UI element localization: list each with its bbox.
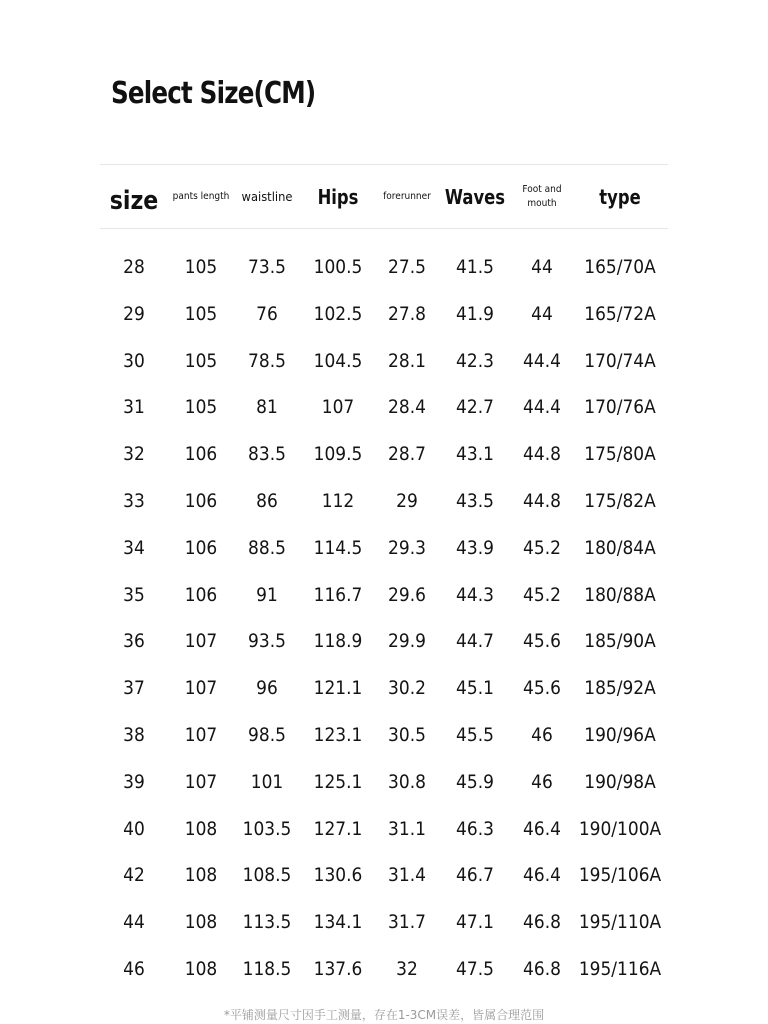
table-row: [100, 665, 668, 712]
cell-forerunner: 29: [396, 491, 418, 512]
cell-size: 29: [123, 303, 145, 325]
table-row: [100, 852, 668, 899]
cell-pants-length: 107: [184, 725, 218, 746]
header-waistline: waistline: [241, 189, 293, 204]
cell-hips: 118.9: [313, 631, 363, 653]
cell-foot-and-mouth: 45.2: [523, 537, 561, 559]
cell-waistline: 86: [256, 491, 278, 512]
cell-pants-length: 108: [184, 912, 218, 934]
cell-pants-length: 108: [184, 865, 218, 887]
cell-foot-and-mouth: 44.8: [523, 491, 561, 512]
cell-hips: 130.6: [313, 865, 363, 887]
cell-hips: 104.5: [313, 350, 363, 372]
table-row: [100, 478, 668, 525]
cell-waves: 42.3: [456, 350, 494, 372]
cell-hips: 123.1: [313, 725, 363, 746]
cell-waistline: 101: [250, 771, 284, 793]
cell-waistline: 118.5: [242, 959, 292, 980]
header-waves: Waves: [444, 184, 506, 209]
cell-waistline: 96: [256, 678, 278, 700]
table-row: [100, 384, 668, 431]
cell-hips: 112: [321, 491, 355, 512]
cell-size: 31: [123, 397, 145, 419]
cell-hips: 137.6: [313, 959, 363, 980]
cell-waistline: 78.5: [248, 350, 286, 372]
cell-waistline: 88.5: [248, 537, 286, 559]
cell-size: 32: [123, 444, 145, 466]
cell-pants-length: 106: [184, 537, 218, 559]
table-row: [100, 806, 668, 853]
cell-type: 190/96A: [584, 725, 656, 746]
cell-size: 34: [123, 537, 145, 559]
cell-foot-and-mouth: 44: [531, 303, 553, 325]
cell-foot-and-mouth: 46.4: [523, 818, 561, 840]
table-header: [100, 165, 668, 228]
cell-pants-length: 108: [184, 959, 218, 980]
cell-type: 170/74A: [584, 350, 656, 372]
cell-foot-and-mouth: 45.2: [523, 584, 561, 606]
cell-waves: 43.1: [456, 444, 494, 466]
cell-forerunner: 27.5: [388, 257, 426, 278]
cell-type: 165/70A: [584, 257, 656, 278]
cell-type: 195/116A: [578, 959, 662, 980]
cell-waves: 42.7: [456, 397, 494, 419]
cell-type: 190/98A: [584, 771, 656, 793]
cell-type: 185/90A: [584, 631, 656, 653]
cell-waves: 44.7: [456, 631, 494, 653]
cell-forerunner: 28.7: [388, 444, 426, 466]
cell-waves: 41.9: [456, 303, 494, 325]
cell-type: 165/72A: [584, 303, 656, 325]
cell-waistline: 113.5: [242, 912, 292, 934]
cell-waves: 45.9: [456, 771, 494, 793]
cell-foot-and-mouth: 44.4: [523, 397, 561, 419]
cell-foot-and-mouth: 44.4: [523, 350, 561, 372]
cell-forerunner: 30.2: [388, 678, 426, 700]
cell-pants-length: 105: [184, 303, 218, 325]
cell-type: 185/92A: [584, 678, 656, 700]
cell-hips: 114.5: [313, 537, 363, 559]
cell-size: 37: [123, 678, 145, 700]
header-size: size: [109, 185, 159, 216]
cell-foot-and-mouth: 46: [531, 725, 553, 746]
cell-waistline: 103.5: [242, 818, 292, 840]
cell-type: 190/100A: [578, 818, 662, 840]
cell-hips: 100.5: [313, 257, 363, 278]
cell-size: 36: [123, 631, 145, 653]
cell-type: 180/84A: [584, 537, 656, 559]
cell-hips: 121.1: [313, 678, 363, 700]
cell-forerunner: 30.8: [388, 771, 426, 793]
cell-size: 33: [123, 491, 145, 512]
table-row: [100, 525, 668, 572]
cell-type: 180/88A: [584, 584, 656, 606]
cell-size: 35: [123, 584, 145, 606]
cell-pants-length: 106: [184, 491, 218, 512]
table-row: [100, 244, 668, 291]
cell-hips: 102.5: [313, 303, 363, 325]
cell-size: 46: [123, 959, 145, 980]
header-foot-and-mouth: Foot and mouth: [522, 183, 562, 209]
cell-foot-and-mouth: 46.8: [523, 912, 561, 934]
cell-foot-and-mouth: 46: [531, 771, 553, 793]
cell-forerunner: 28.4: [388, 397, 426, 419]
cell-size: 44: [123, 912, 145, 934]
cell-forerunner: 31.7: [388, 912, 426, 934]
cell-foot-and-mouth: 46.8: [523, 959, 561, 980]
cell-hips: 107: [321, 397, 355, 419]
cell-size: 40: [123, 818, 145, 840]
cell-forerunner: 29.6: [388, 584, 426, 606]
cell-size: 39: [123, 771, 145, 793]
cell-hips: 125.1: [313, 771, 363, 793]
cell-size: 38: [123, 725, 145, 746]
cell-pants-length: 106: [184, 444, 218, 466]
table-row: [100, 572, 668, 619]
page-title: Select Size(CM): [111, 76, 316, 111]
table-row: [100, 899, 668, 946]
cell-waistline: 73.5: [248, 257, 286, 278]
cell-pants-length: 106: [184, 584, 218, 606]
cell-forerunner: 29.3: [388, 537, 426, 559]
cell-waistline: 98.5: [248, 725, 286, 746]
cell-waistline: 81: [256, 397, 278, 419]
cell-waistline: 91: [256, 584, 278, 606]
cell-waves: 45.1: [456, 678, 494, 700]
table-row: [100, 759, 668, 806]
cell-waves: 43.9: [456, 537, 494, 559]
header-pants-length: pants length: [172, 191, 230, 202]
cell-waistline: 108.5: [242, 865, 292, 887]
cell-forerunner: 30.5: [388, 725, 426, 746]
cell-type: 170/76A: [584, 397, 656, 419]
measurement-footnote: *平铺测量尺寸因手工测量，存在1-3CM误差，皆属合理范围: [223, 1008, 545, 1022]
cell-type: 195/106A: [578, 865, 662, 887]
cell-waistline: 76: [256, 303, 278, 325]
header-type: type: [599, 184, 641, 209]
cell-forerunner: 27.8: [388, 303, 426, 325]
cell-type: 195/110A: [578, 912, 662, 934]
cell-waves: 46.7: [456, 865, 494, 887]
cell-waves: 44.3: [456, 584, 494, 606]
cell-forerunner: 32: [396, 959, 418, 980]
cell-pants-length: 108: [184, 818, 218, 840]
table-row: [100, 618, 668, 665]
cell-waves: 41.5: [456, 257, 494, 278]
cell-size: 28: [123, 257, 145, 278]
cell-foot-and-mouth: 44: [531, 257, 553, 278]
cell-type: 175/80A: [584, 444, 656, 466]
table-row: [100, 338, 668, 385]
cell-pants-length: 107: [184, 631, 218, 653]
table-row: [100, 291, 668, 338]
cell-foot-and-mouth: 45.6: [523, 678, 561, 700]
cell-waves: 47.5: [456, 959, 494, 980]
cell-forerunner: 31.4: [388, 865, 426, 887]
cell-waves: 43.5: [456, 491, 494, 512]
table-row: [100, 712, 668, 759]
cell-pants-length: 105: [184, 397, 218, 419]
cell-hips: 127.1: [313, 818, 363, 840]
cell-hips: 134.1: [313, 912, 363, 934]
cell-size: 42: [123, 865, 145, 887]
cell-waistline: 93.5: [248, 631, 286, 653]
cell-waves: 46.3: [456, 818, 494, 840]
cell-forerunner: 29.9: [388, 631, 426, 653]
cell-hips: 116.7: [313, 584, 363, 606]
cell-waves: 45.5: [456, 725, 494, 746]
cell-hips: 109.5: [313, 444, 363, 466]
cell-foot-and-mouth: 45.6: [523, 631, 561, 653]
cell-pants-length: 107: [184, 771, 218, 793]
cell-type: 175/82A: [584, 491, 656, 512]
header-hips: Hips: [317, 184, 359, 209]
header-foot-and-mouth-cell: [512, 165, 572, 228]
cell-pants-length: 107: [184, 678, 218, 700]
header-bottom-divider: [100, 228, 668, 229]
cell-pants-length: 105: [184, 350, 218, 372]
header-forerunner: forerunner: [383, 191, 431, 202]
cell-foot-and-mouth: 46.4: [523, 865, 561, 887]
table-row: [100, 946, 668, 993]
cell-size: 30: [123, 350, 145, 372]
cell-forerunner: 31.1: [388, 818, 426, 840]
cell-forerunner: 28.1: [388, 350, 426, 372]
table-row: [100, 431, 668, 478]
cell-foot-and-mouth: 44.8: [523, 444, 561, 466]
cell-pants-length: 105: [184, 257, 218, 278]
cell-waves: 47.1: [456, 912, 494, 934]
cell-waistline: 83.5: [248, 444, 286, 466]
